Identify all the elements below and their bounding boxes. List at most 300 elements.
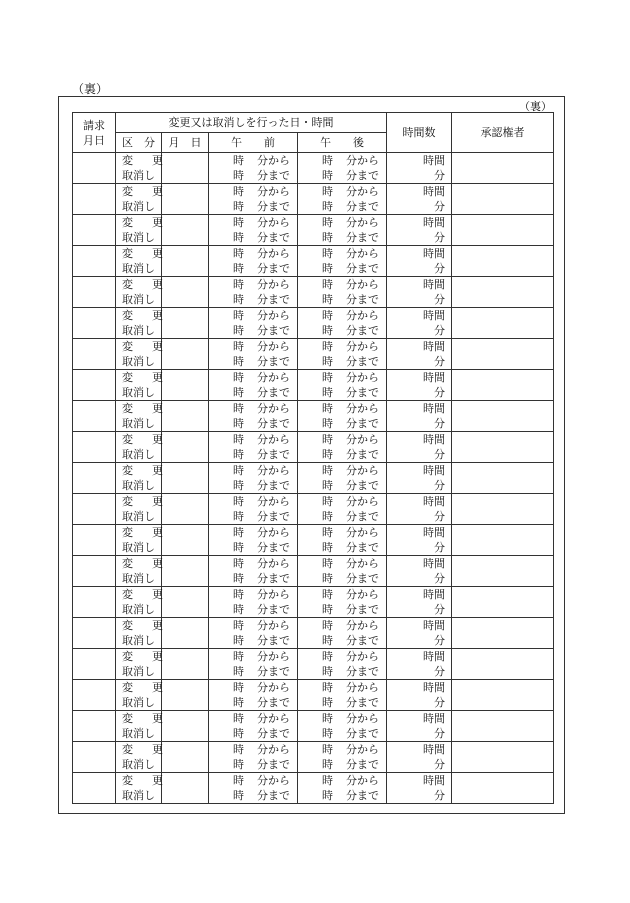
hours-cell[interactable] xyxy=(387,277,452,308)
hour-unit: 時 xyxy=(322,200,333,213)
request-date-cell[interactable] xyxy=(73,215,116,246)
to-label: 分まで xyxy=(257,417,290,430)
to-label: 分まで xyxy=(257,355,290,368)
approver-cell[interactable] xyxy=(452,649,554,680)
from-label: 分から xyxy=(346,216,379,229)
hour-unit: 時 xyxy=(233,789,244,802)
kubun-cell[interactable] xyxy=(116,556,167,587)
request-date-cell[interactable] xyxy=(73,153,116,184)
monthday-cell[interactable] xyxy=(162,153,209,184)
pm-time-cell[interactable] xyxy=(298,463,387,494)
hours-unit: 時間 xyxy=(423,464,445,477)
monthday-cell[interactable] xyxy=(162,246,209,277)
hours-cell[interactable] xyxy=(387,308,452,339)
approver-cell[interactable] xyxy=(452,370,554,401)
kubun-cell[interactable] xyxy=(116,401,167,432)
am-time-cell[interactable] xyxy=(209,711,298,742)
hour-unit: 時 xyxy=(322,510,333,523)
approver-cell[interactable] xyxy=(452,215,554,246)
hour-unit: 時 xyxy=(322,355,333,368)
kubun-change-label: 変 更 xyxy=(122,526,167,539)
to-label: 分まで xyxy=(257,324,290,337)
kubun-change-label: 変 更 xyxy=(122,650,167,663)
kubun-cell[interactable] xyxy=(116,649,167,680)
hour-unit: 時 xyxy=(233,619,244,632)
hour-unit: 時 xyxy=(233,495,244,508)
kubun-change-label: 変 更 xyxy=(122,495,167,508)
request-date-cell[interactable] xyxy=(73,525,116,556)
monthday-cell[interactable] xyxy=(162,277,209,308)
hour-unit: 時 xyxy=(233,262,244,275)
to-label: 分まで xyxy=(346,479,379,492)
pm-time-cell[interactable] xyxy=(298,246,387,277)
hours-cell[interactable] xyxy=(387,587,452,618)
kubun-cancel-label: 取消し xyxy=(122,510,155,523)
pm-time-cell[interactable] xyxy=(298,711,387,742)
monthday-cell[interactable] xyxy=(162,339,209,370)
am-time-cell[interactable] xyxy=(209,680,298,711)
pm-time-cell[interactable] xyxy=(298,277,387,308)
from-label: 分から xyxy=(257,185,290,198)
kubun-cell[interactable] xyxy=(116,432,167,463)
request-date-cell[interactable] xyxy=(73,649,116,680)
from-label: 分から xyxy=(257,619,290,632)
approver-cell[interactable] xyxy=(452,463,554,494)
pm-time-cell[interactable] xyxy=(298,184,387,215)
hours-cell[interactable] xyxy=(387,215,452,246)
hours-unit: 時間 xyxy=(423,681,445,694)
hours-unit: 時間 xyxy=(423,712,445,725)
hour-unit: 時 xyxy=(322,464,333,477)
hour-unit: 時 xyxy=(322,712,333,725)
kubun-change-label: 変 更 xyxy=(122,216,167,229)
minutes-unit: 分 xyxy=(434,479,445,492)
pm-time-cell[interactable] xyxy=(298,215,387,246)
am-time-cell[interactable] xyxy=(209,525,298,556)
kubun-cell[interactable] xyxy=(116,618,167,649)
hour-unit: 時 xyxy=(322,774,333,787)
minutes-unit: 分 xyxy=(434,634,445,647)
kubun-cancel-label: 取消し xyxy=(122,386,155,399)
approver-cell[interactable] xyxy=(452,494,554,525)
to-label: 分まで xyxy=(346,634,379,647)
from-label: 分から xyxy=(257,247,290,260)
hour-unit: 時 xyxy=(233,417,244,430)
request-date-cell[interactable] xyxy=(73,370,116,401)
hour-unit: 時 xyxy=(322,743,333,756)
hours-cell[interactable] xyxy=(387,463,452,494)
kubun-cancel-label: 取消し xyxy=(122,231,155,244)
am-header: 午 前 xyxy=(209,133,298,153)
from-label: 分から xyxy=(257,650,290,663)
request-date-cell[interactable] xyxy=(73,680,116,711)
am-time-cell[interactable] xyxy=(209,649,298,680)
am-time-cell[interactable] xyxy=(209,339,298,370)
from-label: 分から xyxy=(257,774,290,787)
to-label: 分まで xyxy=(346,262,379,275)
approver-cell[interactable] xyxy=(452,184,554,215)
pm-time-cell[interactable] xyxy=(298,401,387,432)
hour-unit: 時 xyxy=(233,681,244,694)
approver-cell[interactable] xyxy=(452,742,554,773)
hours-unit: 時間 xyxy=(423,433,445,446)
hours-cell[interactable] xyxy=(387,401,452,432)
hours-cell[interactable] xyxy=(387,742,452,773)
from-label: 分から xyxy=(346,774,379,787)
from-label: 分から xyxy=(257,216,290,229)
hours-cell[interactable] xyxy=(387,649,452,680)
pm-time-cell[interactable] xyxy=(298,556,387,587)
hour-unit: 時 xyxy=(233,386,244,399)
hour-unit: 時 xyxy=(233,464,244,477)
table-row xyxy=(73,432,554,463)
kubun-change-label: 変 更 xyxy=(122,712,167,725)
am-time-cell[interactable] xyxy=(209,556,298,587)
hour-unit: 時 xyxy=(322,247,333,260)
hours-cell[interactable] xyxy=(387,680,452,711)
approver-cell[interactable] xyxy=(452,401,554,432)
am-time-cell[interactable] xyxy=(209,587,298,618)
table-row xyxy=(73,308,554,339)
approver-cell[interactable] xyxy=(452,680,554,711)
hours-cell[interactable] xyxy=(387,246,452,277)
kubun-change-label: 変 更 xyxy=(122,309,167,322)
kubun-cell[interactable] xyxy=(116,246,167,277)
am-time-cell[interactable] xyxy=(209,215,298,246)
kubun-change-label: 変 更 xyxy=(122,154,167,167)
kubun-cell[interactable] xyxy=(116,153,167,184)
approver-cell[interactable] xyxy=(452,711,554,742)
to-label: 分まで xyxy=(257,169,290,182)
request-date-cell[interactable] xyxy=(73,711,116,742)
pm-time-cell[interactable] xyxy=(298,742,387,773)
from-label: 分から xyxy=(257,681,290,694)
hours-unit: 時間 xyxy=(423,371,445,384)
am-time-cell[interactable] xyxy=(209,773,298,804)
pm-time-cell[interactable] xyxy=(298,370,387,401)
kubun-cell[interactable] xyxy=(116,742,167,773)
hours-cell[interactable] xyxy=(387,494,452,525)
hour-unit: 時 xyxy=(233,774,244,787)
hours-cell[interactable] xyxy=(387,339,452,370)
approver-cell[interactable] xyxy=(452,153,554,184)
hours-cell[interactable] xyxy=(387,711,452,742)
kubun-change-label: 変 更 xyxy=(122,464,167,477)
pm-time-cell[interactable] xyxy=(298,773,387,804)
from-label: 分から xyxy=(346,495,379,508)
pm-time-cell[interactable] xyxy=(298,339,387,370)
hour-unit: 時 xyxy=(322,417,333,430)
hour-unit: 時 xyxy=(233,541,244,554)
to-label: 分まで xyxy=(257,479,290,492)
to-label: 分まで xyxy=(257,386,290,399)
hour-unit: 時 xyxy=(322,309,333,322)
hour-unit: 時 xyxy=(322,495,333,508)
request-date-cell[interactable] xyxy=(73,742,116,773)
request-date-cell[interactable] xyxy=(73,773,116,804)
kubun-cell[interactable] xyxy=(116,277,167,308)
hours-unit: 時間 xyxy=(423,340,445,353)
hour-unit: 時 xyxy=(322,588,333,601)
minutes-unit: 分 xyxy=(434,293,445,306)
to-label: 分まで xyxy=(257,448,290,461)
kubun-cell[interactable] xyxy=(116,773,167,804)
am-time-cell[interactable] xyxy=(209,494,298,525)
hour-unit: 時 xyxy=(233,727,244,740)
kubun-cancel-label: 取消し xyxy=(122,262,155,275)
request-date-cell[interactable] xyxy=(73,184,116,215)
am-time-cell[interactable] xyxy=(209,432,298,463)
hour-unit: 時 xyxy=(322,650,333,663)
kubun-cell[interactable] xyxy=(116,215,167,246)
pm-time-cell[interactable] xyxy=(298,680,387,711)
hour-unit: 時 xyxy=(322,557,333,570)
hour-unit: 時 xyxy=(322,572,333,585)
approver-cell[interactable] xyxy=(452,556,554,587)
pm-time-cell[interactable] xyxy=(298,308,387,339)
hours-unit: 時間 xyxy=(423,247,445,260)
pm-time-cell[interactable] xyxy=(298,432,387,463)
hour-unit: 時 xyxy=(322,402,333,415)
to-label: 分まで xyxy=(346,355,379,368)
hour-unit: 時 xyxy=(233,185,244,198)
kubun-cancel-label: 取消し xyxy=(122,665,155,678)
kubun-change-label: 変 更 xyxy=(122,619,167,632)
request-date-cell[interactable] xyxy=(73,308,116,339)
monthday-cell[interactable] xyxy=(162,463,209,494)
kubun-cancel-label: 取消し xyxy=(122,634,155,647)
from-label: 分から xyxy=(346,588,379,601)
request-date-cell[interactable] xyxy=(73,339,116,370)
to-label: 分まで xyxy=(257,541,290,554)
kubun-change-label: 変 更 xyxy=(122,774,167,787)
am-time-cell[interactable] xyxy=(209,277,298,308)
from-label: 分から xyxy=(346,247,379,260)
monthday-cell[interactable] xyxy=(162,308,209,339)
kubun-header: 区 分 xyxy=(116,133,162,153)
pm-time-cell[interactable] xyxy=(298,153,387,184)
minutes-unit: 分 xyxy=(434,603,445,616)
hours-unit: 時間 xyxy=(423,774,445,787)
from-label: 分から xyxy=(346,526,379,539)
monthday-cell[interactable] xyxy=(162,401,209,432)
request-date-cell[interactable] xyxy=(73,587,116,618)
hour-unit: 時 xyxy=(233,448,244,461)
am-time-cell[interactable] xyxy=(209,401,298,432)
hours-cell[interactable] xyxy=(387,370,452,401)
approver-cell[interactable] xyxy=(452,339,554,370)
kubun-cell[interactable] xyxy=(116,339,167,370)
hour-unit: 時 xyxy=(322,154,333,167)
am-time-cell[interactable] xyxy=(209,308,298,339)
minutes-unit: 分 xyxy=(434,324,445,337)
hour-unit: 時 xyxy=(233,712,244,725)
kubun-cancel-label: 取消し xyxy=(122,355,155,368)
kubun-cell[interactable] xyxy=(116,308,167,339)
approver-cell[interactable] xyxy=(452,308,554,339)
hour-unit: 時 xyxy=(233,588,244,601)
kubun-cell[interactable] xyxy=(116,711,167,742)
pm-time-cell[interactable] xyxy=(298,649,387,680)
kubun-change-label: 変 更 xyxy=(122,340,167,353)
kubun-change-label: 変 更 xyxy=(122,247,167,260)
monthday-cell[interactable] xyxy=(162,215,209,246)
minutes-unit: 分 xyxy=(434,727,445,740)
hour-unit: 時 xyxy=(322,479,333,492)
hours-unit: 時間 xyxy=(423,619,445,632)
from-label: 分から xyxy=(346,309,379,322)
kubun-cell[interactable] xyxy=(116,494,167,525)
hour-unit: 時 xyxy=(322,526,333,539)
table-row xyxy=(73,401,554,432)
am-time-cell[interactable] xyxy=(209,618,298,649)
approver-cell[interactable] xyxy=(452,525,554,556)
table-row xyxy=(73,215,554,246)
hours-cell[interactable] xyxy=(387,773,452,804)
monthday-cell[interactable] xyxy=(162,432,209,463)
monthday-cell[interactable] xyxy=(162,773,209,804)
pm-header: 午 後 xyxy=(298,133,387,153)
pm-time-cell[interactable] xyxy=(298,494,387,525)
monthday-cell[interactable] xyxy=(162,742,209,773)
hours-cell[interactable] xyxy=(387,556,452,587)
request-date-cell[interactable] xyxy=(73,556,116,587)
request-date-cell[interactable] xyxy=(73,246,116,277)
table-row xyxy=(73,711,554,742)
hour-unit: 時 xyxy=(233,154,244,167)
pm-time-cell[interactable] xyxy=(298,525,387,556)
request-date-header-line1: 請求 xyxy=(83,118,105,132)
request-date-cell[interactable] xyxy=(73,432,116,463)
am-time-cell[interactable] xyxy=(209,742,298,773)
approver-cell[interactable] xyxy=(452,618,554,649)
kubun-change-label: 変 更 xyxy=(122,433,167,446)
kubun-cell[interactable] xyxy=(116,370,167,401)
monthday-cell[interactable] xyxy=(162,184,209,215)
from-label: 分から xyxy=(346,464,379,477)
hours-cell[interactable] xyxy=(387,184,452,215)
table-row xyxy=(73,556,554,587)
hour-unit: 時 xyxy=(233,557,244,570)
monthday-cell[interactable] xyxy=(162,649,209,680)
table-row xyxy=(73,463,554,494)
kubun-cell[interactable] xyxy=(116,184,167,215)
hour-unit: 時 xyxy=(233,355,244,368)
to-label: 分まで xyxy=(346,603,379,616)
approver-cell[interactable] xyxy=(452,277,554,308)
hour-unit: 時 xyxy=(322,433,333,446)
monthday-cell[interactable] xyxy=(162,587,209,618)
from-label: 分から xyxy=(346,712,379,725)
hours-cell[interactable] xyxy=(387,432,452,463)
hour-unit: 時 xyxy=(233,200,244,213)
kubun-cancel-label: 取消し xyxy=(122,324,155,337)
minutes-unit: 分 xyxy=(434,789,445,802)
hour-unit: 時 xyxy=(233,758,244,771)
from-label: 分から xyxy=(257,526,290,539)
monthday-cell[interactable] xyxy=(162,556,209,587)
to-label: 分まで xyxy=(346,231,379,244)
hour-unit: 時 xyxy=(233,479,244,492)
hours-cell[interactable] xyxy=(387,153,452,184)
hours-unit: 時間 xyxy=(423,216,445,229)
table-row xyxy=(73,680,554,711)
approver-cell[interactable] xyxy=(452,246,554,277)
kubun-cell[interactable] xyxy=(116,587,167,618)
am-time-cell[interactable] xyxy=(209,463,298,494)
kubun-change-label: 変 更 xyxy=(122,588,167,601)
monthday-cell[interactable] xyxy=(162,680,209,711)
hours-unit: 時間 xyxy=(423,650,445,663)
to-label: 分まで xyxy=(346,789,379,802)
kubun-cancel-label: 取消し xyxy=(122,789,155,802)
hours-unit: 時間 xyxy=(423,557,445,570)
minutes-unit: 分 xyxy=(434,169,445,182)
from-label: 分から xyxy=(257,464,290,477)
to-label: 分まで xyxy=(346,448,379,461)
from-label: 分から xyxy=(346,402,379,415)
from-label: 分から xyxy=(257,495,290,508)
approver-cell[interactable] xyxy=(452,587,554,618)
minutes-unit: 分 xyxy=(434,510,445,523)
monthday-cell[interactable] xyxy=(162,370,209,401)
request-date-cell[interactable] xyxy=(73,494,116,525)
kubun-cancel-label: 取消し xyxy=(122,169,155,182)
hour-unit: 時 xyxy=(233,696,244,709)
monthday-cell[interactable] xyxy=(162,525,209,556)
request-date-cell[interactable] xyxy=(73,277,116,308)
pm-time-cell[interactable] xyxy=(298,618,387,649)
form-frame xyxy=(58,96,565,814)
kubun-cell[interactable] xyxy=(116,463,167,494)
am-time-cell[interactable] xyxy=(209,246,298,277)
hours-cell[interactable] xyxy=(387,525,452,556)
minutes-unit: 分 xyxy=(434,200,445,213)
request-date-cell[interactable] xyxy=(73,618,116,649)
kubun-change-label: 変 更 xyxy=(122,681,167,694)
to-label: 分まで xyxy=(257,603,290,616)
hour-unit: 時 xyxy=(322,216,333,229)
pm-time-cell[interactable] xyxy=(298,587,387,618)
from-label: 分から xyxy=(257,743,290,756)
am-time-cell[interactable] xyxy=(209,153,298,184)
table-row xyxy=(73,618,554,649)
to-label: 分まで xyxy=(346,665,379,678)
monthday-cell[interactable] xyxy=(162,494,209,525)
from-label: 分から xyxy=(257,402,290,415)
am-time-cell[interactable] xyxy=(209,370,298,401)
hours-cell[interactable] xyxy=(387,618,452,649)
monthday-cell[interactable] xyxy=(162,618,209,649)
approver-cell[interactable] xyxy=(452,432,554,463)
monthday-cell[interactable] xyxy=(162,711,209,742)
approver-cell[interactable] xyxy=(452,773,554,804)
from-label: 分から xyxy=(257,371,290,384)
kubun-cell[interactable] xyxy=(116,680,167,711)
request-date-cell[interactable] xyxy=(73,463,116,494)
hours-unit: 時間 xyxy=(423,309,445,322)
kubun-cell[interactable] xyxy=(116,525,167,556)
table-row xyxy=(73,587,554,618)
hour-unit: 時 xyxy=(322,293,333,306)
to-label: 分まで xyxy=(346,169,379,182)
from-label: 分から xyxy=(257,154,290,167)
to-label: 分まで xyxy=(346,572,379,585)
am-time-cell[interactable] xyxy=(209,184,298,215)
kubun-change-label: 変 更 xyxy=(122,278,167,291)
table-row xyxy=(73,649,554,680)
request-date-cell[interactable] xyxy=(73,401,116,432)
